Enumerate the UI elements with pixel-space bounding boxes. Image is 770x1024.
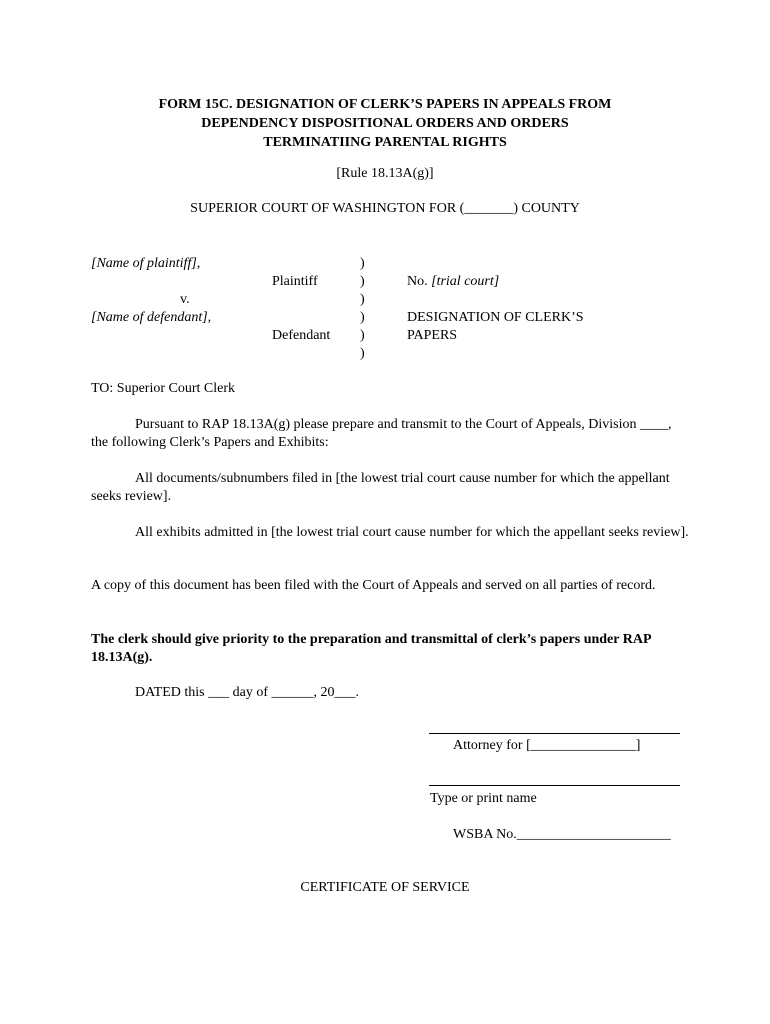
document-title-line-1: DESIGNATION OF CLERK’S [407, 310, 584, 325]
plaintiff-name: [Name of plaintiff], [91, 256, 201, 271]
caption-paren: ) [360, 256, 365, 271]
plaintiff-label: Plaintiff [272, 274, 318, 289]
court-heading: SUPERIOR COURT OF WASHINGTON FOR (_______) COUNTY [190, 201, 580, 216]
defendant-name: [Name of defendant], [91, 310, 212, 325]
caption-paren: ) [360, 310, 365, 325]
wsba-number: WSBA No.______________________ [453, 827, 671, 842]
paragraph-copy-served: A copy of this document has been filed with the Court of Appeals and served on all parties of record. [91, 578, 656, 593]
versus-label: v. [180, 292, 190, 307]
caption-paren: ) [360, 328, 365, 343]
signature-line [429, 733, 680, 734]
name-line [429, 785, 680, 786]
caption-paren: ) [360, 292, 365, 307]
caption-paren: ) [360, 274, 365, 289]
type-print-name: Type or print name [430, 791, 537, 806]
paragraph-transmit: Pursuant to RAP 18.13A(g) please prepare and transmit to the Court of Appeals, Division ____, the following Clerk’s Papers and Exhibits: [91, 417, 672, 450]
dated-line: DATED this ___ day of ______, 20___. [135, 685, 359, 700]
case-number-value: [trial court] [431, 274, 500, 289]
addressee: TO: Superior Court Clerk [91, 381, 236, 396]
title-line-1: FORM 15C. DESIGNATION OF CLERK’S PAPERS IN APPEALS FROM [158, 97, 612, 112]
case-number-prefix: No. [407, 274, 432, 289]
paragraph-documents: All documents/subnumbers filed in [the lowest trial court cause number for which the appellant seeks review]. [91, 471, 670, 504]
certificate-heading: CERTIFICATE OF SERVICE [300, 880, 470, 895]
case-number [407, 274, 499, 290]
document-title-line-2: PAPERS [407, 328, 458, 343]
caption-paren: ) [360, 346, 365, 361]
paragraph-priority: The clerk should give priority to the preparation and transmittal of clerk’s papers under RAP 18.13A(g). [91, 632, 651, 665]
rule-reference: [Rule 18.13A(g)] [336, 166, 434, 181]
paragraph-exhibits: All exhibits admitted in [the lowest trial court cause number for which the appellant seeks review]. [135, 525, 689, 540]
title-line-2: DEPENDENCY DISPOSITIONAL ORDERS AND ORDERS [201, 116, 569, 131]
title-line-3: TERMINATIING PARENTAL RIGHTS [263, 135, 507, 150]
defendant-label: Defendant [272, 328, 331, 343]
attorney-for: Attorney for [_______________] [453, 738, 641, 753]
form-title [100, 95, 670, 152]
